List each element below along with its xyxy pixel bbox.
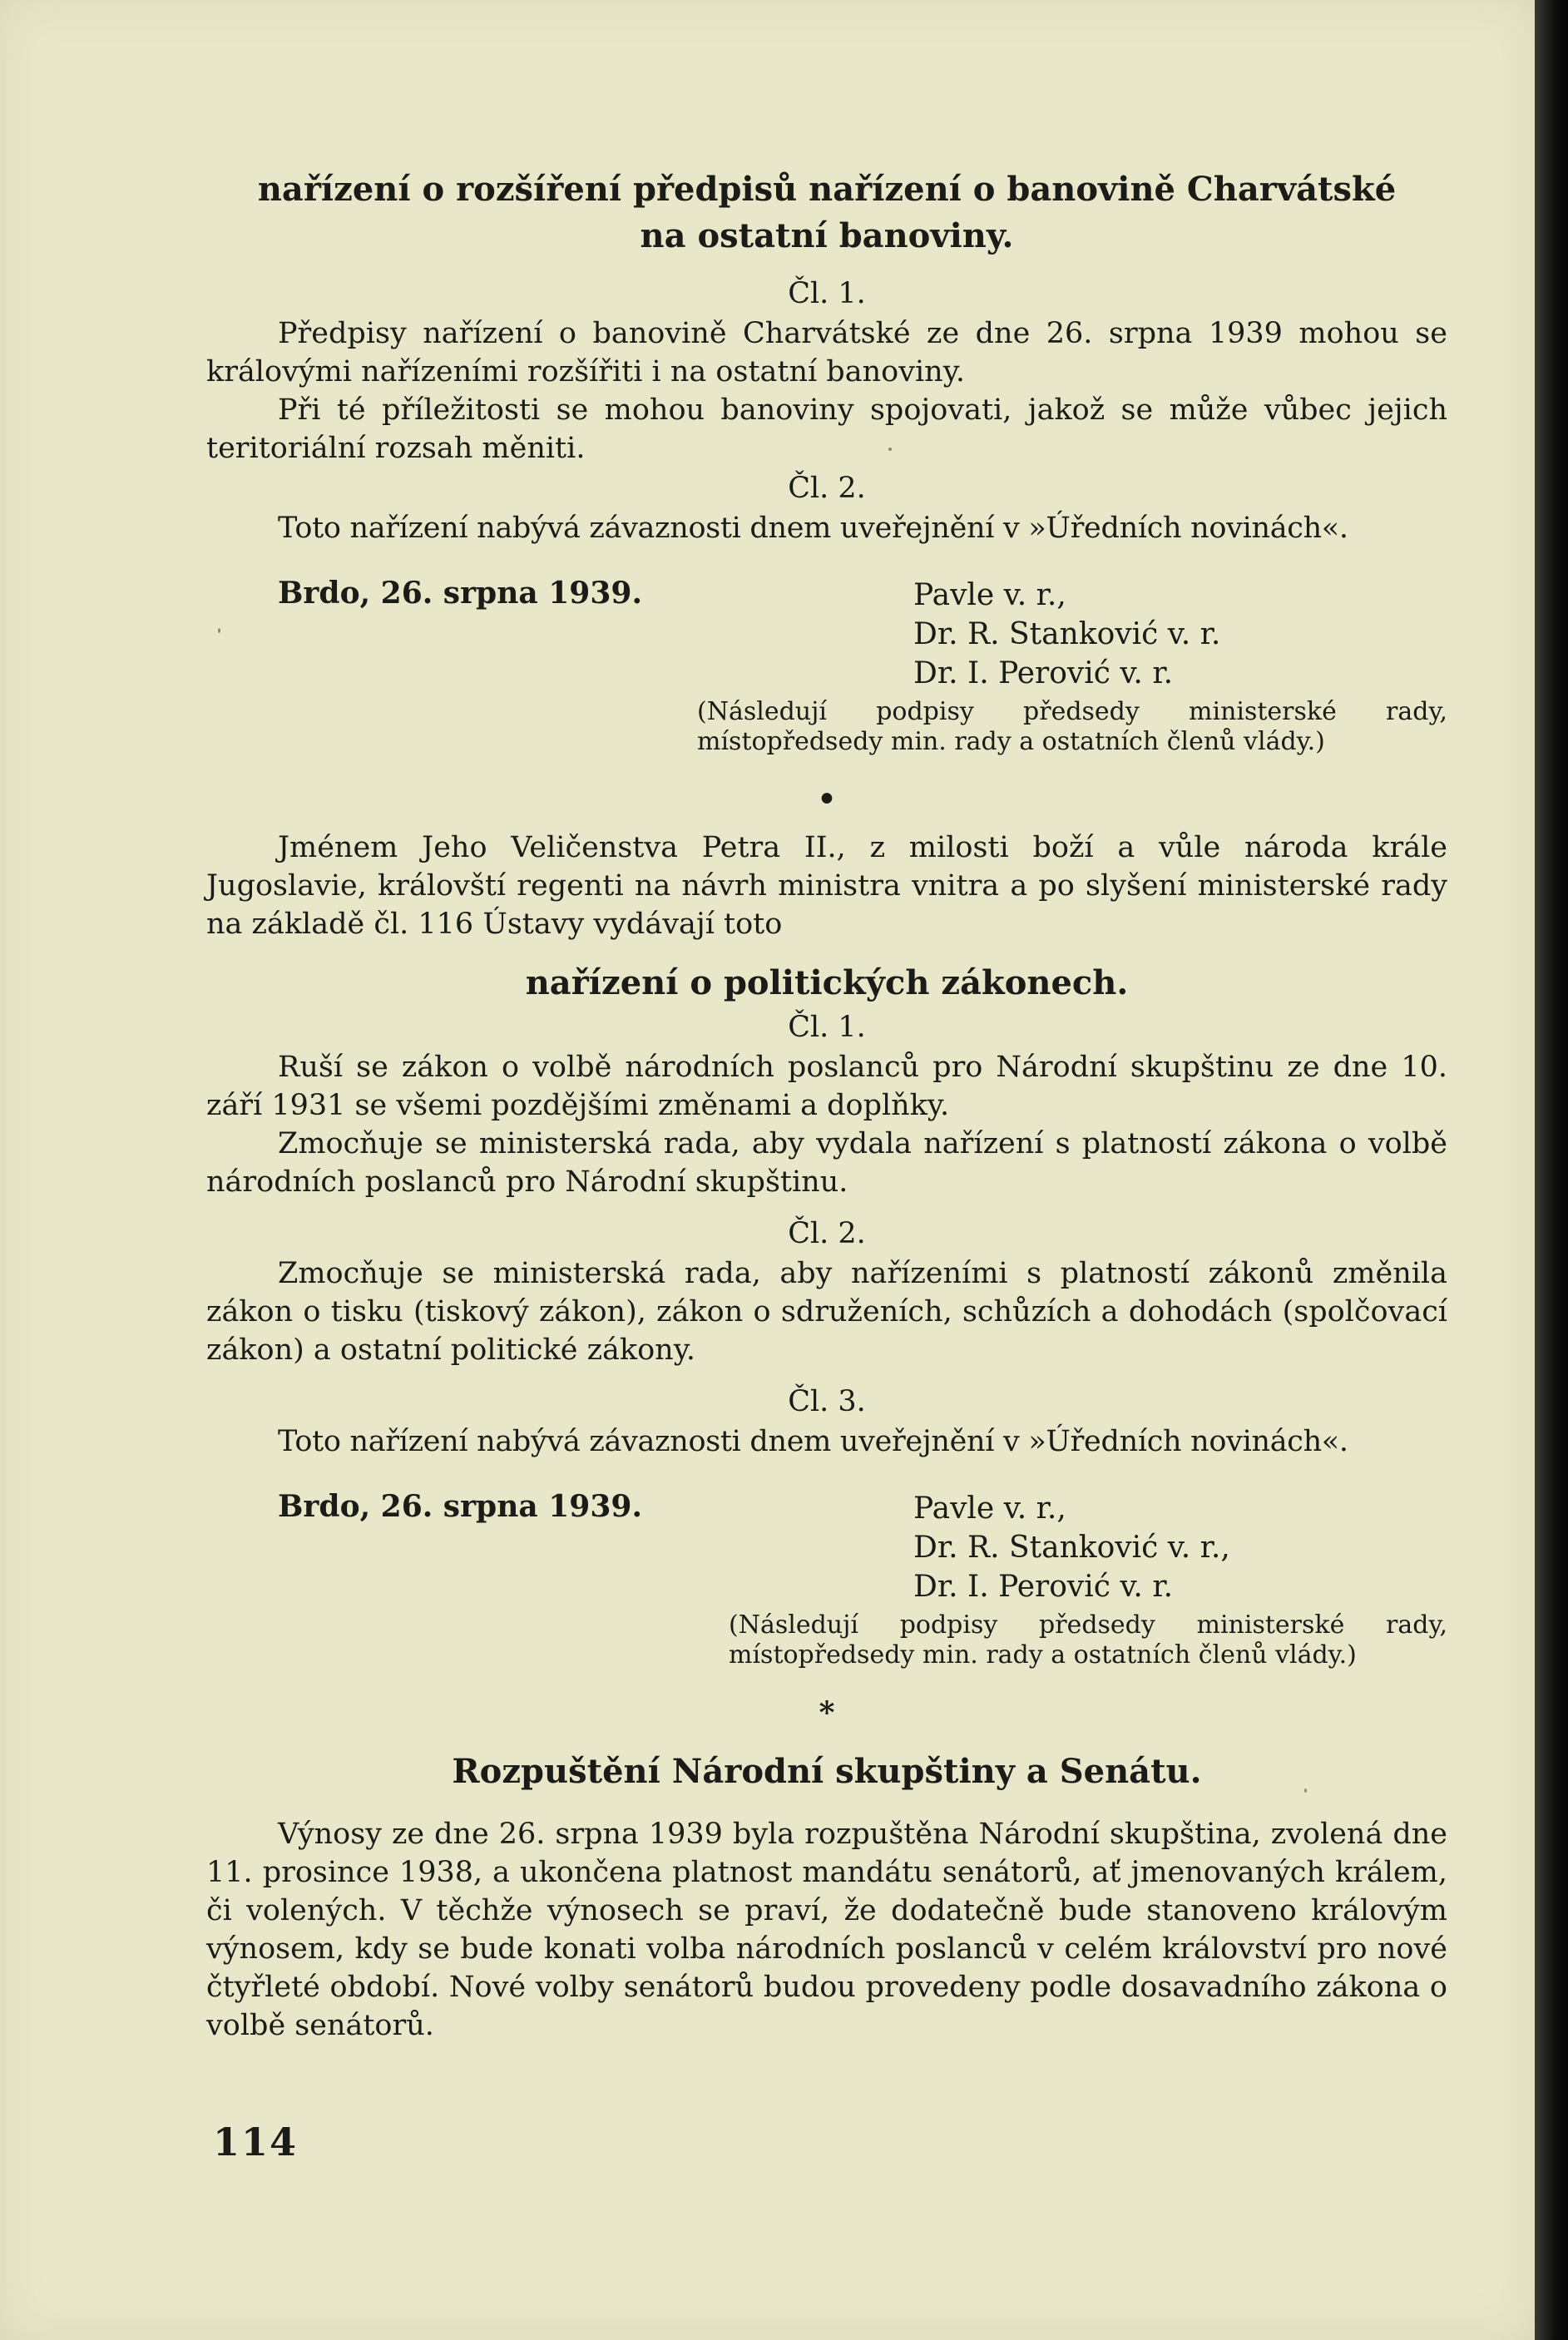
decree1-signature-block — [206, 576, 1447, 782]
decree1-art1-para1: Předpisy nařízení o banovině Charvátské ze dne 26. srpna 1939 mohou se královými nařízeními rozšířiti i na ostatní banoviny. — [206, 317, 1447, 388]
decree2-art3-text: Toto nařízení nabývá závaznosti dnem uveřejnění v »Úředních novinách«. — [278, 1425, 1348, 1458]
page-number: 114 — [213, 2120, 299, 2164]
decree2-title: nařízení o politických zákonech. — [525, 963, 1129, 1002]
decree1-art2-heading: Čl. 2. — [788, 472, 866, 505]
decree2-signatories — [913, 1489, 1230, 1606]
page-content — [206, 166, 1447, 2045]
decree2-art1-para1: Ruší se zákon o volbě národních poslanců pro Národní skupštinu ze dne 10. září 1931 se všemi pozdějšími změnami a doplňky. — [206, 1051, 1447, 1122]
decree2-signature-block — [206, 1489, 1447, 1695]
decree1-art1-heading: Čl. 1. — [788, 277, 866, 310]
decree1-title-line1: nařízení o rozšíření předpisů nařízení o banovině Charvátské — [257, 170, 1397, 209]
decree1-signature-note: (Následují podpisy předsedy ministerské rady, místopředsedy min. rady a ostatních členů vlády.) — [697, 697, 1447, 756]
dissolution-text: Výnosy ze dne 26. srpna 1939 byla rozpuštěna Národní skupština, zvolená dne 11. prosince 1938, a ukončena platnost mandátu senátorů, ať jmenovaných králem, či volených. V těchže výnosech se praví, že dodatečně bude stanoveno královým výnosem, kdy se bude konati volba národních poslanců v celém království pro nové čtyřleté období. Nové volby senátorů budou provedeny podle dosavadního zákona o volbě senátorů. — [206, 1818, 1447, 2042]
signatory-stankovic: Dr. R. Stanković v. r., — [913, 1531, 1230, 1565]
decree1-place-date: Brdo, 26. srpna 1939. — [278, 576, 642, 611]
decree1-art1-para2: Při té příležitosti se mohou banoviny spojovati, jakož se může vůbec jejich teritoriální rozsah měniti. — [206, 393, 1447, 465]
signatory-stankovic: Dr. R. Stanković v. r. — [913, 617, 1221, 651]
decree2-art2-heading: Čl. 2. — [788, 1217, 866, 1250]
section-separator-asterisk: * — [819, 1695, 835, 1730]
decree1-art2-text: Toto nařízení nabývá závaznosti dnem uveřejnění v »Úředních novinách«. — [278, 512, 1348, 545]
signatory-perovic: Dr. I. Perović v. r. — [913, 656, 1174, 690]
signatory-pavle: Pavle v. r., — [913, 1492, 1066, 1526]
decree2-signature-note: (Následují podpisy předsedy ministerské rady, místopředsedy min. rady a ostatních členů vlády.) — [729, 1610, 1447, 1670]
dissolution-title: Rozpuštění Národní skupštiny a Senátu. — [452, 1752, 1202, 1791]
decree2-art1-heading: Čl. 1. — [788, 1011, 866, 1044]
decree1-signatories — [913, 576, 1220, 693]
scan-edge — [1535, 0, 1568, 2340]
signatory-perovic: Dr. I. Perović v. r. — [913, 1570, 1174, 1604]
decree2-art1-para2: Zmocňuje se ministerská rada, aby vydala nařízení s platností zákona o volbě národních poslanců pro Národní skupštinu. — [206, 1127, 1447, 1199]
decree2-intro: Jménem Jeho Veličenstva Petra II., z milosti boží a vůle národa krále Jugoslavie, královští regenti na návrh ministra vnitra a po slyšení ministerské rady na základě čl. 116 Ústavy vydávají toto — [206, 831, 1447, 941]
decree1-title-line2: na ostatní banoviny. — [640, 216, 1014, 255]
section-separator-dot: • — [817, 782, 837, 817]
decree2-art2-text: Zmocňuje se ministerská rada, aby nařízeními s platností zákonů změnila zákon o tisku (tiskový zákon), zákon o sdruženích, schůzích a dohodách (spolčovací zákon) a ostatní politické zákony. — [206, 1257, 1447, 1367]
signatory-pavle: Pavle v. r., — [913, 578, 1066, 612]
decree2-place-date: Brdo, 26. srpna 1939. — [278, 1489, 642, 1524]
decree1-title — [206, 166, 1447, 260]
decree2-art3-heading: Čl. 3. — [788, 1385, 866, 1418]
